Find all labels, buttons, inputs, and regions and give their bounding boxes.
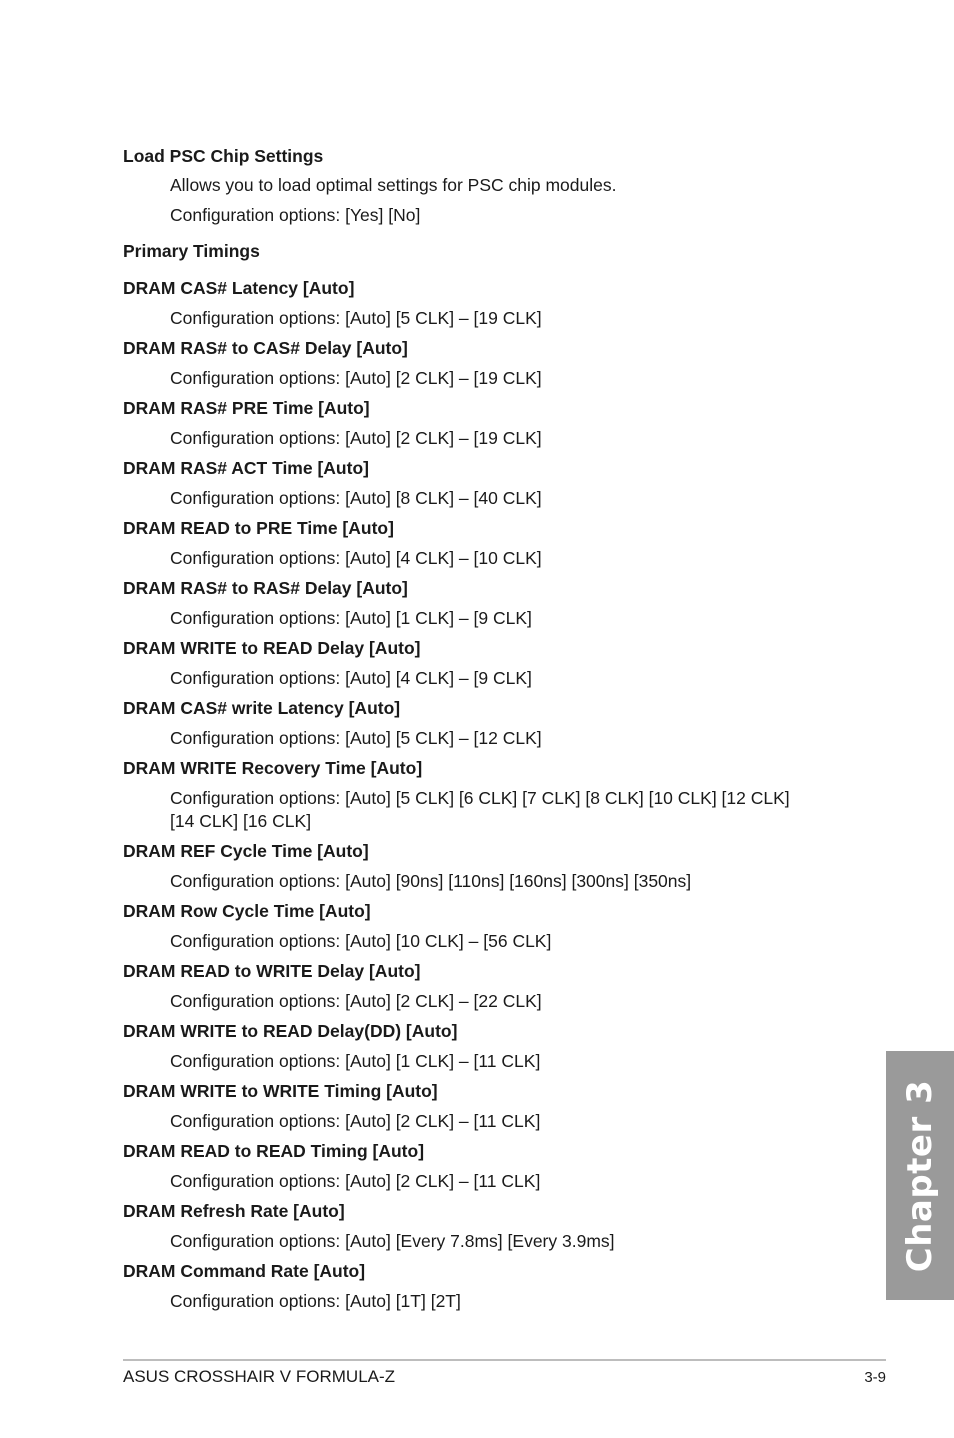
- chapter-tab-label: Chapter 3: [900, 1079, 940, 1272]
- item-heading: DRAM READ to PRE Time [Auto]: [123, 518, 394, 538]
- timing-item: [123, 840, 823, 893]
- timing-item: [123, 960, 823, 1013]
- item-heading: DRAM Row Cycle Time [Auto]: [123, 901, 371, 921]
- config-options-line: Configuration options: [Auto] [10 CLK] – [56 CLK]: [170, 931, 552, 951]
- item-heading: DRAM CAS# Latency [Auto]: [123, 278, 355, 298]
- timing-item: [123, 277, 823, 330]
- timing-item: [123, 1200, 823, 1253]
- page-content: [123, 145, 823, 1320]
- item-heading: DRAM RAS# ACT Time [Auto]: [123, 458, 369, 478]
- footer-product-name: ASUS CROSSHAIR V FORMULA-Z: [123, 1367, 396, 1386]
- timing-item: [123, 757, 823, 833]
- config-options-line: Configuration options: [Auto] [90ns] [110ns] [160ns] [300ns] [350ns]: [170, 871, 692, 891]
- timing-item: [123, 1260, 823, 1313]
- timing-item: [123, 900, 823, 953]
- config-options-line: Configuration options: [Auto] [2 CLK] – [11 CLK]: [170, 1171, 541, 1191]
- description-line: Allows you to load optimal settings for PSC chip modules.: [170, 175, 617, 195]
- item-heading: DRAM WRITE Recovery Time [Auto]: [123, 758, 423, 778]
- config-options-line: Configuration options: [Auto] [4 CLK] – [10 CLK]: [170, 548, 542, 568]
- item-heading: DRAM Command Rate [Auto]: [123, 1261, 366, 1281]
- item-heading: DRAM WRITE to READ Delay(DD) [Auto]: [123, 1021, 458, 1041]
- chapter-side-tab: [886, 1051, 954, 1300]
- item-heading: DRAM READ to WRITE Delay [Auto]: [123, 961, 421, 981]
- item-heading: DRAM REF Cycle Time [Auto]: [123, 841, 369, 861]
- timing-item: [123, 1020, 823, 1073]
- config-options-line: Configuration options: [Auto] [5 CLK] – [12 CLK]: [170, 728, 542, 748]
- config-options-line: Configuration options: [Auto] [1 CLK] – [9 CLK]: [170, 608, 532, 628]
- item-heading: DRAM CAS# write Latency [Auto]: [123, 698, 401, 718]
- item-heading: DRAM WRITE to READ Delay [Auto]: [123, 638, 421, 658]
- timing-item: [123, 457, 823, 510]
- config-options-line: Configuration options: [Auto] [1 CLK] – [11 CLK]: [170, 1051, 541, 1071]
- item-heading: DRAM READ to READ Timing [Auto]: [123, 1141, 425, 1161]
- item-heading: DRAM RAS# to RAS# Delay [Auto]: [123, 578, 408, 598]
- timing-item: [123, 517, 823, 570]
- config-options-line: Configuration options: [Auto] [2 CLK] – [22 CLK]: [170, 991, 542, 1011]
- config-options-line: Configuration options: [Auto] [2 CLK] – [11 CLK]: [170, 1111, 541, 1131]
- item-heading: DRAM WRITE to WRITE Timing [Auto]: [123, 1081, 438, 1101]
- timing-item: [123, 1140, 823, 1193]
- timing-item: [123, 697, 823, 750]
- config-options-line-continued: [14 CLK] [16 CLK]: [170, 811, 312, 831]
- timing-item: [123, 577, 823, 630]
- item-heading: DRAM Refresh Rate [Auto]: [123, 1201, 345, 1221]
- config-options-line: Configuration options: [Auto] [5 CLK] – [19 CLK]: [170, 308, 542, 328]
- config-options-line: Configuration options: [Auto] [8 CLK] – [40 CLK]: [170, 488, 542, 508]
- timing-item: [123, 637, 823, 690]
- section-primary-timings: [123, 240, 823, 262]
- config-options-line: Configuration options: [Auto] [5 CLK] [6 CLK] [7 CLK] [8 CLK] [10 CLK] [12 CLK]: [170, 788, 790, 808]
- config-options-line: Configuration options: [Auto] [2 CLK] – [19 CLK]: [170, 428, 542, 448]
- config-options-line: Configuration options: [Auto] [Every 7.8ms] [Every 3.9ms]: [170, 1231, 615, 1251]
- config-options-line: Configuration options: [Auto] [1T] [2T]: [170, 1291, 461, 1311]
- section-heading: Load PSC Chip Settings: [123, 146, 324, 166]
- config-options-line: Configuration options: [Auto] [2 CLK] – [19 CLK]: [170, 368, 542, 388]
- timing-item: [123, 1080, 823, 1133]
- item-heading: DRAM RAS# PRE Time [Auto]: [123, 398, 370, 418]
- config-options-line: Configuration options: [Yes] [No]: [170, 205, 421, 225]
- timing-item: [123, 337, 823, 390]
- section-heading: Primary Timings: [123, 241, 260, 261]
- config-options-line: Configuration options: [Auto] [4 CLK] – [9 CLK]: [170, 668, 532, 688]
- section-load-psc: [123, 145, 823, 227]
- footer-page-number: 3-9: [864, 1369, 886, 1386]
- item-heading: DRAM RAS# to CAS# Delay [Auto]: [123, 338, 408, 358]
- footer-divider: [123, 1359, 886, 1361]
- timing-item: [123, 397, 823, 450]
